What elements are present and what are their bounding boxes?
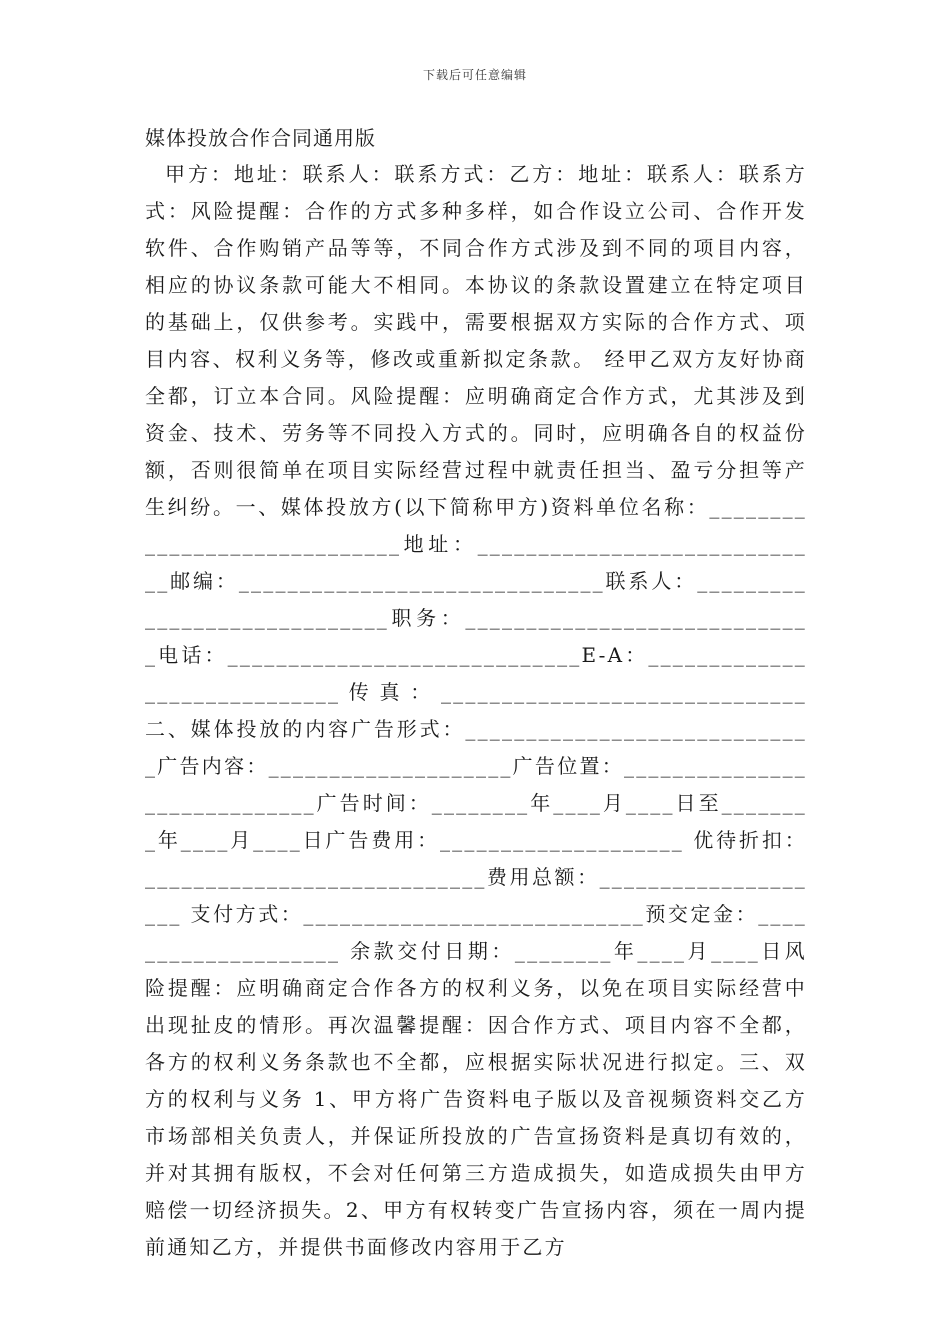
page-header-note: 下载后可任意编辑	[422, 68, 527, 82]
document-body	[145, 156, 807, 1266]
document-title: 媒体投放合作合同通用版	[145, 126, 376, 150]
body-paragraph: 甲方：地址：联系人：联系方式：乙方：地址：联系人：联系方式：风险提醒：合作的方式多种多样，如合作设立公司、合作开发软件、合作购销产品等等，不同合作方式涉及到不同的项目内容，相应的协议条款可能大不相同。本协议的条款设置建立在特定项目的基础上，仅供参考。实践中，需要根据双方实际的合作方式、项目内容、权利义务等，修改或重新拟定条款。 经甲乙双方友好协商全都，订立本合同。风险提醒：应明确商定合作方式，尤其涉及到资金、技术、劳务等不同投入方式的。同时，应明确各自的权益份额，否则很简单在项目实际经营过程中就责任担当、盈亏分担等产生纠纷。一、媒体投放方(以下简称甲方)资料单位名称：_____________________________地址：_____________________________邮编：______________________________联系人：_____________________________职务：_____________________________电话：_____________________________E-A：_____________________________传真：______________________________二、媒体投放的内容广告形式：_____________________________广告内容：____________________广告位置：_____________________________广告时间：________年____月____日至________年____月____日广告费用：____________________ 优待折扣：____________________________费用总额：____________________ 支付方式：____________________________预交定金：____________________ 余款交付日期：________年____月____日风险提醒：应明确商定合作各方的权利义务，以免在项目实际经营中出现扯皮的情形。再次温馨提醒：因合作方式、项目内容不全都，各方的权利义务条款也不全都，应根据实际状况进行拟定。三、双方的权利与义务 1、甲方将广告资料电子版以及音视频资料交乙方市场部相关负责人，并保证所投放的广告宣扬资料是真切有效的，并对其拥有版权，不会对任何第三方造成损失，如造成损失由甲方赔偿一切经济损失。2、甲方有权转变广告宣扬内容，须在一周内提前通知乙方，并提供书面修改内容用于乙方	[145, 162, 807, 1259]
